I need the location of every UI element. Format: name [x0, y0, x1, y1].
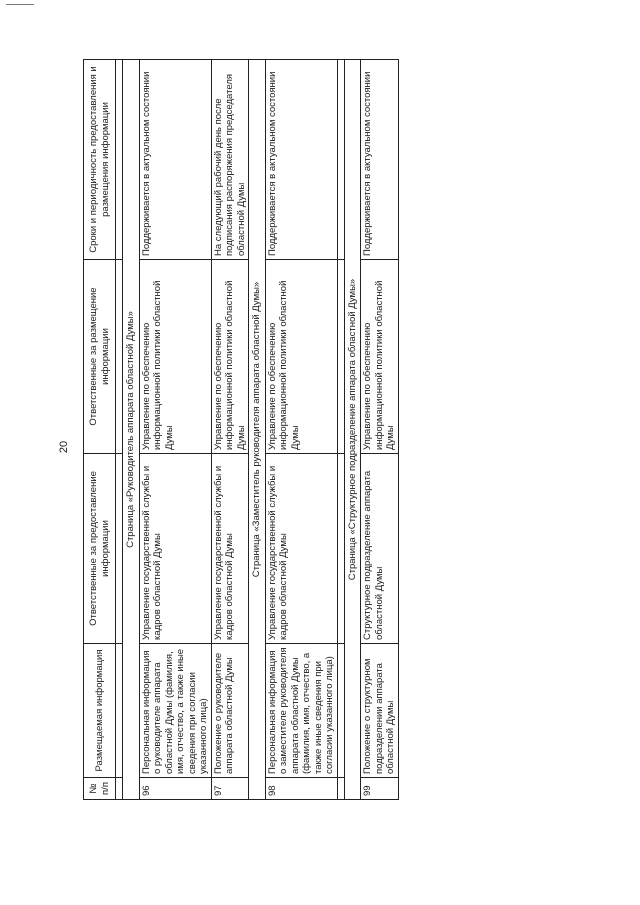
header-provider: Ответственные за предоставление информации [84, 454, 116, 644]
row-poster: Управление по обеспечению информационной политики областной Думы [211, 260, 249, 454]
table-row [361, 60, 399, 800]
header-terms: Сроки и периодичность предоставления и размещения информации [84, 60, 116, 260]
rotated-page-content [83, 60, 443, 800]
header-num: № п/п [84, 778, 116, 800]
row-num: 97 [211, 778, 249, 800]
row-terms: Поддерживается в актуальном состоянии [265, 60, 337, 260]
row-provider: Управление государственной службы и кадров областной Думы [211, 454, 249, 644]
table-row [265, 60, 337, 800]
information-table [83, 59, 399, 800]
header-poster: Ответственные за размещение информации [84, 260, 116, 454]
section-title: Страница «Структурное подразделение аппарата областной Думы» [344, 60, 361, 800]
row-provider: Структурное подразделение аппарата областной Думы [361, 454, 399, 644]
header-info: Размещаемая информация [84, 644, 116, 778]
table-row [139, 60, 211, 800]
row-terms: На следующий рабочий день после подписания распоряжения председателя областной Думы [211, 60, 249, 260]
row-info: Персональная информация о заместителе руководителя аппарата областной Думы (фамилия, имя, отчество, а также иные сведения при согласии указанного лица) [265, 644, 337, 778]
section-row [249, 60, 266, 800]
row-provider: Управление государственной службы и кадров областной Думы [139, 454, 211, 644]
row-terms: Поддерживается в актуальном состоянии [361, 60, 399, 260]
page-number: 20 [58, 440, 70, 454]
row-info: Положение о руководителе аппарата областной Думы [211, 644, 249, 778]
section-title: Страница «Руководитель аппарата областной Думы» [123, 60, 140, 800]
row-info: Положение о структурном подразделении аппарата областной Думы [361, 644, 399, 778]
row-provider: Управление государственной службы и кадров областной Думы [265, 454, 337, 644]
row-poster: Управление по обеспечению информационной политики областной Думы [265, 260, 337, 454]
row-info: Персональная информация о руководителе аппарата областной Думы (фамилия, имя, отчество, а также иные сведения при согласии указанного лица) [139, 644, 211, 778]
table-header-row [84, 60, 116, 800]
row-num: 96 [139, 778, 211, 800]
spacer-row [116, 60, 123, 800]
row-num: 98 [265, 778, 337, 800]
section-title: Страница «Заместитель руководителя аппарата областной Думы» [249, 60, 266, 800]
section-row [344, 60, 361, 800]
row-poster: Управление по обеспечению информационной политики областной Думы [139, 260, 211, 454]
spacer-row [337, 60, 344, 800]
row-poster: Управление по обеспечению информационной политики областной Думы [361, 260, 399, 454]
table-row [211, 60, 249, 800]
row-num: 99 [361, 778, 399, 800]
scan-corner-mark [6, 4, 34, 5]
row-terms: Поддерживается в актуальном состоянии [139, 60, 211, 260]
section-row [123, 60, 140, 800]
